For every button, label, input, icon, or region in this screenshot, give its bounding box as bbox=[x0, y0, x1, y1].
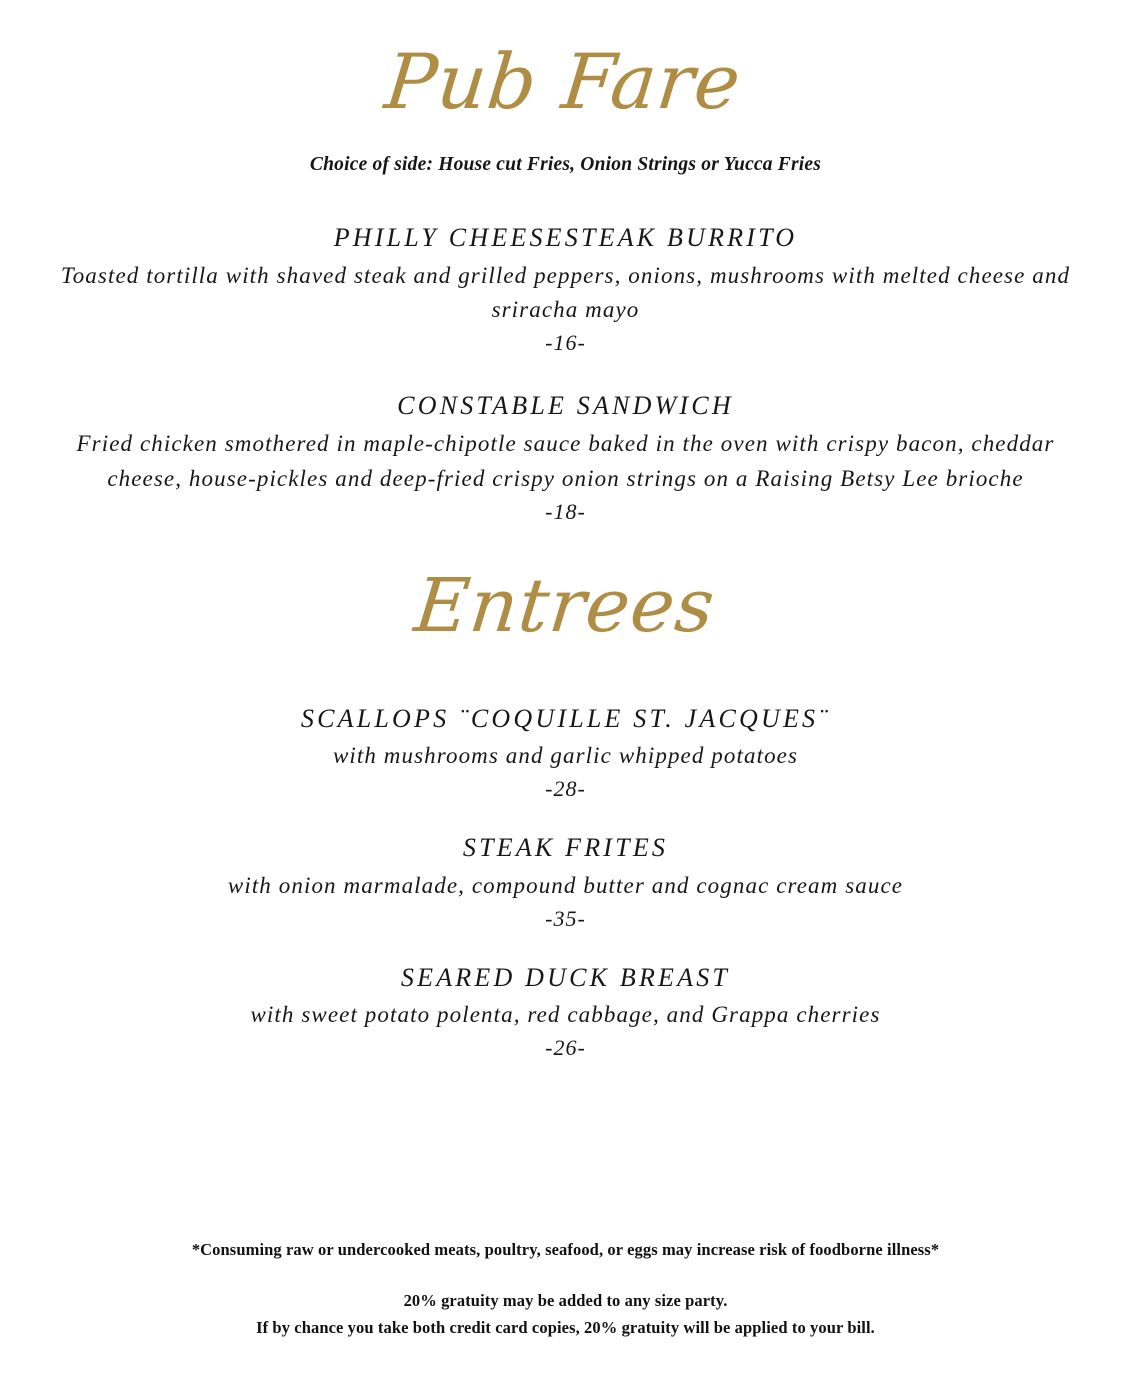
section-subtitle-pub-fare: Choice of side: House cut Fries, Onion Strings or Yucca Fries bbox=[309, 154, 822, 175]
section-pub-fare bbox=[28, 0, 1103, 525]
pub-fare-item-list bbox=[28, 222, 1103, 525]
menu-item bbox=[28, 222, 1103, 356]
menu-item bbox=[28, 962, 1103, 1061]
footer-gratuity-line-1: 20% gratuity may be added to any size party. bbox=[403, 1291, 728, 1311]
menu-item-price: -35- bbox=[545, 905, 586, 931]
section-entrees bbox=[28, 559, 1103, 1061]
menu-item bbox=[28, 703, 1103, 802]
menu-item-description: Toasted tortilla with shaved steak and grilled peppers, onions, mushrooms with melted cheese and sriracha mayo bbox=[60, 262, 1071, 323]
menu-item-name: CONSTABLE SANDWICH bbox=[397, 391, 734, 421]
menu-item-description: with onion marmalade, compound butter and cognac cream sauce bbox=[227, 872, 904, 898]
menu-item-description: Fried chicken smothered in maple-chipotle sauce baked in the oven with crispy bacon, cheddar cheese, house-pickles and deep-fried crispy onion strings on a Raising Betsy Lee brioche bbox=[76, 430, 1055, 491]
menu-item-price: -28- bbox=[545, 776, 586, 802]
menu-item-description: with mushrooms and garlic whipped potatoes bbox=[332, 743, 799, 769]
footer-allergen-warning: *Consuming raw or undercooked meats, poultry, seafood, or eggs may increase risk of foodborne illness* bbox=[191, 1240, 940, 1260]
menu-footer bbox=[0, 1240, 1131, 1341]
menu-item-name: SEARED DUCK BREAST bbox=[400, 962, 731, 992]
menu-item-name: STEAK FRITES bbox=[462, 833, 669, 863]
footer-gratuity-line-2: If by chance you take both credit card copies, 20% gratuity will be applied to your bill. bbox=[256, 1317, 875, 1337]
menu-item-name: PHILLY CHEESESTEAK BURRITO bbox=[333, 223, 798, 252]
menu-item-description: with sweet potato polenta, red cabbage, and Grappa cherries bbox=[250, 1002, 881, 1028]
footer-gratuity-note bbox=[0, 1288, 1131, 1341]
menu-item-name: SCALLOPS ¨COQUILLE ST. JACQUES¨ bbox=[300, 703, 831, 733]
menu-item bbox=[28, 832, 1103, 931]
menu-item bbox=[28, 390, 1103, 524]
entrees-item-list bbox=[28, 703, 1103, 1061]
menu-item-price: -26- bbox=[545, 1035, 586, 1061]
menu-item-price: -16- bbox=[545, 330, 586, 356]
section-heading-entrees: Entrees bbox=[410, 562, 720, 649]
menu-item-price: -18- bbox=[545, 498, 586, 524]
section-heading-pub-fare: Pub Fare bbox=[381, 37, 746, 126]
